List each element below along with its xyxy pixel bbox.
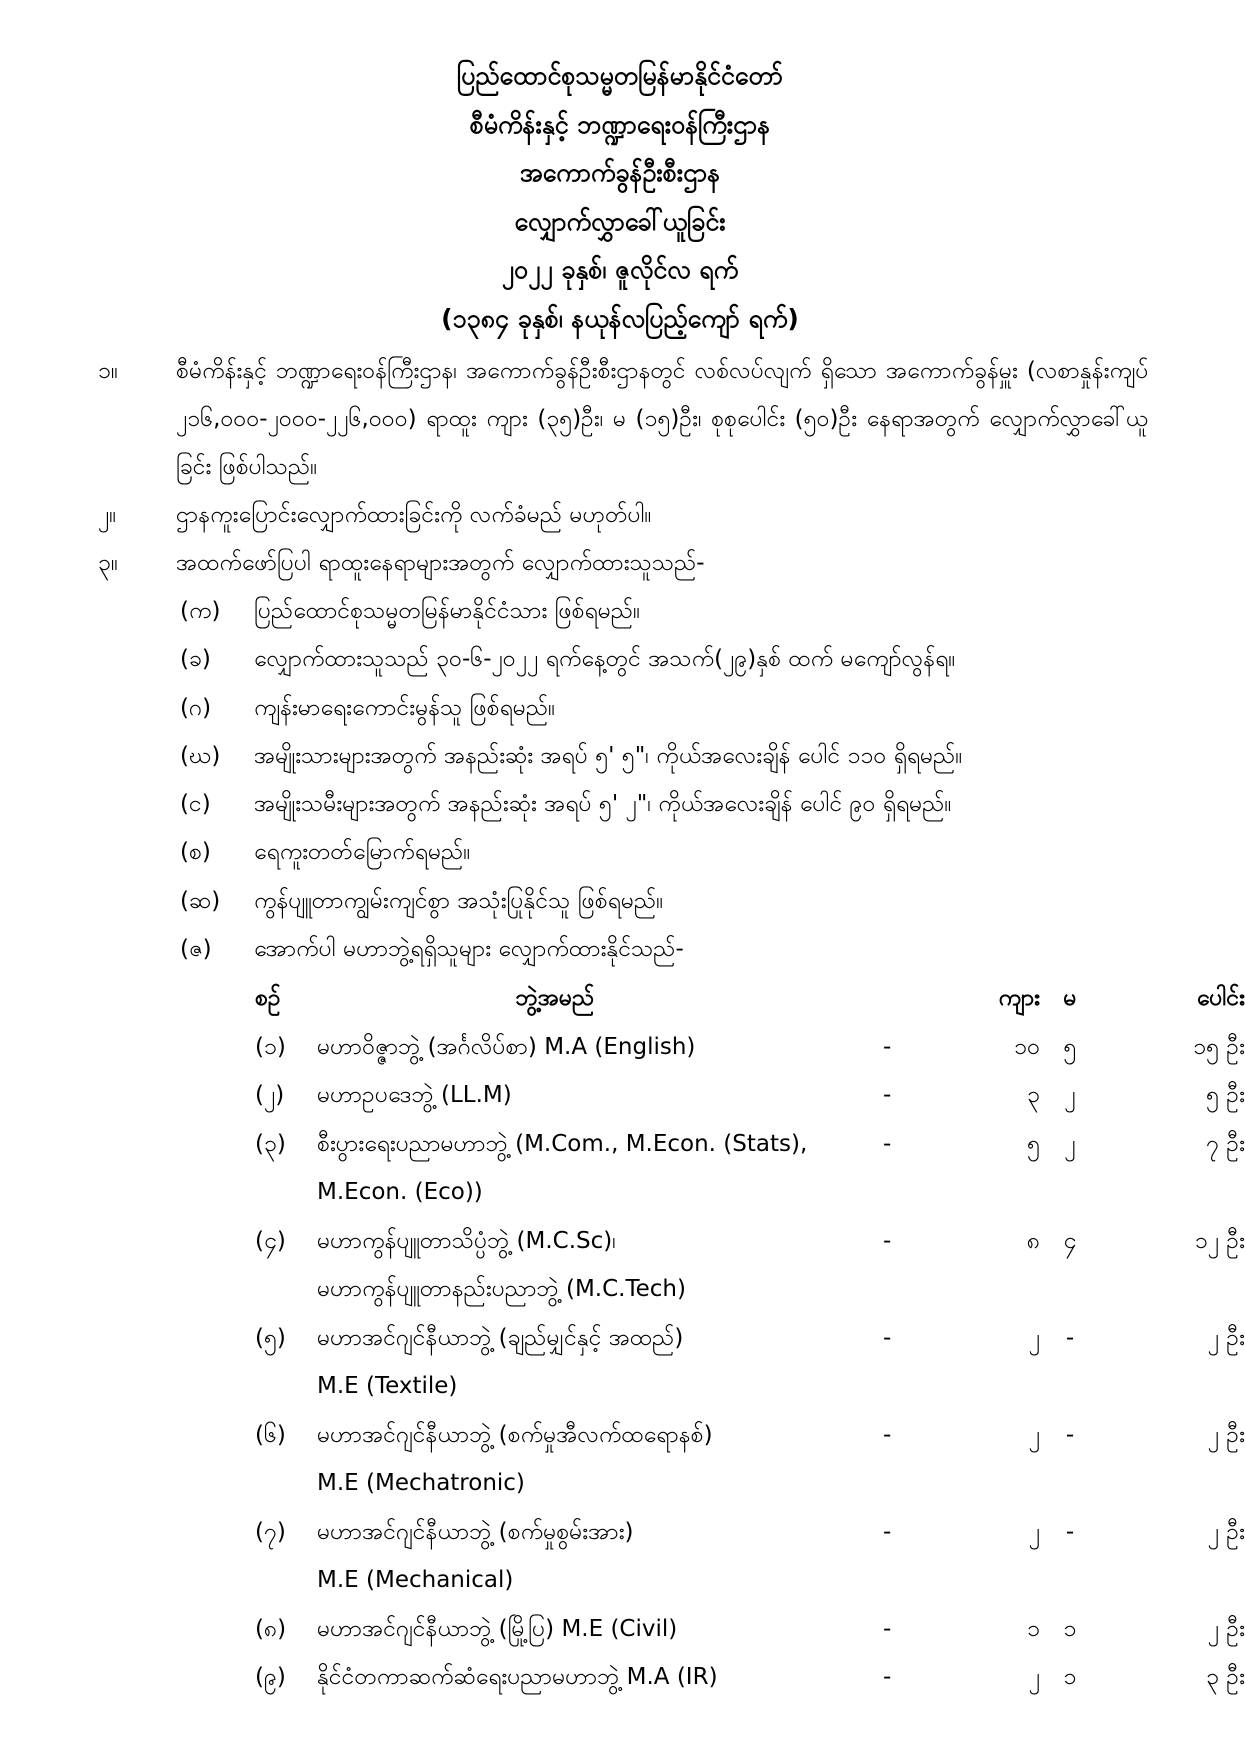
row-no: (၂)	[255, 1082, 285, 1108]
row-female: ၁	[1063, 1615, 1077, 1642]
row-female: ၂	[1064, 1082, 1076, 1108]
department-title: အကောက်ခွန်ဦးစီးဌာန	[519, 158, 721, 187]
table-row-continuation	[255, 1459, 1155, 1508]
row-dash: -	[883, 1130, 892, 1157]
condition-item	[98, 587, 1148, 635]
row-no: (၆)	[255, 1421, 286, 1448]
condition-text: ရေကူးတတ်မြောက်ရမည်။	[254, 839, 471, 866]
condition-item	[98, 877, 1148, 925]
announcement-title: လျှောက်လွှာခေါ်ယူခြင်း	[514, 206, 726, 236]
table-row	[255, 1120, 1245, 1169]
condition-label: (က)	[180, 598, 221, 624]
table-row	[255, 1314, 1245, 1363]
row-degree: မဟာအင်ဂျင်နီယာဘွဲ့ (ချည်မျှင်နှင့် အထည်)	[317, 1324, 684, 1351]
row-female: ၂	[1064, 1130, 1076, 1157]
condition-text: အမျိုးသမီးများအတွက် အနည်းဆုံး အရပ် ၅' ၂"၊ ကိုယ်အလေးချိန် ပေါင် ၉၀ ရှိရမည်။	[254, 791, 952, 818]
row-degree: မဟာဥပဒေဘွဲ့ (LL.M)	[317, 1082, 512, 1108]
table-row	[255, 1217, 1245, 1266]
announcement-body	[98, 347, 1148, 973]
row-dash: -	[883, 1033, 892, 1060]
condition-label: (ဇ)	[180, 936, 212, 963]
condition-text: အောက်ပါ မဟာဘွဲ့ရရှိသူများ လျှောက်ထားနိုင်သည်-	[254, 936, 684, 963]
row-total: ၂ ဦး	[1207, 1615, 1245, 1642]
table-row-continuation	[255, 1556, 1155, 1605]
row-dash: -	[883, 1615, 892, 1642]
row-female: ၅	[1063, 1033, 1077, 1060]
row-no: (၁)	[255, 1033, 286, 1060]
row-dash: -	[883, 1664, 892, 1690]
row-no: (၇)	[255, 1518, 286, 1545]
row-total: ၂ ဦး	[1207, 1324, 1245, 1351]
paragraph-number: ၁။	[98, 358, 118, 384]
table-row	[255, 1508, 1245, 1557]
ministry-title: စီမံကိန်းနှင့် ဘဏ္ဍာရေးဝန်ကြီးဌာန	[469, 109, 771, 139]
row-total: ၅ ဦး	[1206, 1082, 1245, 1108]
condition-item	[98, 925, 1148, 973]
row-degree: မဟာအင်ဂျင်နီယာဘွဲ့ (စက်မှုစွမ်းအား)	[317, 1518, 634, 1545]
row-no: (၈)	[255, 1615, 287, 1642]
condition-label: (စ)	[180, 839, 211, 866]
header-female: မ	[1063, 985, 1077, 1011]
row-degree-cont: မဟာကွန်ပျူတာနည်းပညာဘွဲ့ (M.C.Tech)	[317, 1276, 686, 1302]
row-female: ၄	[1063, 1227, 1077, 1254]
table-header-row	[255, 974, 1245, 1023]
row-female: -	[1065, 1518, 1075, 1545]
row-dash: -	[883, 1421, 892, 1448]
row-dash: -	[883, 1518, 892, 1545]
myanmar-date-line: (၁၃၈၄ ခုနှစ်၊ နယုန်လပြည့်ကျော် ရက်)	[441, 303, 799, 333]
header-total: ပေါင်း	[1196, 985, 1245, 1011]
paragraph-text: ဌာနကူးပြောင်းလျှောက်ထားခြင်းကို လက်ခံမည် မဟုတ်ပါ။	[176, 502, 652, 528]
paragraph-text: အထက်ဖော်ပြပါ ရာထူးနေရာများအတွက် လျှောက်ထားသူသည်-	[176, 550, 705, 576]
row-degree: မဟာကွန်ပျူတာသိပ္ပံဘွဲ့ (M.C.Sc)၊	[317, 1227, 616, 1254]
row-female: -	[1065, 1421, 1075, 1448]
row-female: ၁	[1063, 1664, 1077, 1690]
row-total: ၁၂ ဦး	[1194, 1227, 1245, 1254]
condition-text: ကွန်ပျူတာကျွမ်းကျင်စွာ အသုံးပြုနိုင်သူ ဖြစ်ရမည်။	[254, 887, 664, 914]
condition-label: (ဂ)	[180, 694, 212, 721]
row-degree-cont: M.Econ. (Eco))	[317, 1179, 483, 1205]
row-no: (၉)	[255, 1664, 286, 1690]
row-dash: -	[883, 1324, 892, 1351]
condition-text: ပြည်ထောင်စုသမ္မတမြန်မာနိုင်ငံသား ဖြစ်ရမည်။	[254, 598, 641, 624]
row-dash: -	[883, 1227, 892, 1254]
document-header	[0, 52, 1240, 343]
row-total: ၃ ဦး	[1206, 1664, 1245, 1690]
date-line: ၂၀၂၂ ခုနှစ်၊ ဇူလိုင်လ ရက်	[501, 255, 739, 284]
row-dash: -	[883, 1082, 892, 1108]
row-degree-cont: M.E (Textile)	[317, 1373, 458, 1399]
table-row	[255, 1071, 1245, 1120]
condition-item	[98, 732, 1148, 780]
table-row	[255, 1411, 1245, 1460]
paragraph	[98, 491, 1148, 539]
header-male: ကျား	[998, 985, 1040, 1011]
condition-label: (ခ)	[180, 646, 211, 673]
row-male: ၂	[1028, 1664, 1040, 1690]
row-total: ၂ ဦး	[1207, 1421, 1245, 1448]
row-no: (၅)	[255, 1324, 286, 1351]
row-degree-cont: M.E (Mechatronic)	[317, 1470, 525, 1496]
paragraph	[98, 347, 1148, 491]
row-male: ၂	[1028, 1421, 1040, 1448]
row-no: (၄)	[255, 1227, 286, 1254]
condition-item	[98, 828, 1148, 876]
header-no: စဉ်	[255, 985, 281, 1011]
paragraph-number: ၃။	[98, 550, 118, 576]
row-degree: မဟာဝိဇ္ဇာဘွဲ့ (အင်္ဂလိပ်စာ) M.A (English)	[317, 1033, 696, 1060]
row-male: ၈	[1026, 1227, 1040, 1254]
row-total: ၂ ဦး	[1207, 1518, 1245, 1545]
row-degree: မဟာအင်ဂျင်နီယာဘွဲ့ (စက်မှုအီလက်ထရောနစ်)	[317, 1421, 713, 1448]
table-row-continuation	[255, 1362, 1155, 1411]
condition-item	[98, 684, 1148, 732]
condition-item	[98, 635, 1148, 683]
condition-text: ကျန်းမာရေးကောင်းမွန်သူ ဖြစ်ရမည်။	[254, 694, 556, 721]
row-male: ၁၀	[1014, 1033, 1040, 1060]
paragraph-number: ၂။	[98, 502, 117, 528]
table-row	[255, 1653, 1245, 1702]
row-male: ၁	[1027, 1615, 1040, 1642]
table-row-continuation	[255, 1265, 1155, 1314]
row-degree: နိုင်ငံတကာဆက်ဆံရေးပညာမဟာဘွဲ့ M.A (IR)	[317, 1664, 718, 1690]
header-name: ဘွဲ့အမည်	[515, 985, 595, 1011]
condition-label: (ဃ)	[180, 742, 221, 769]
row-male: ၂	[1028, 1324, 1040, 1351]
condition-text: လျှောက်ထားသူသည် ၃၀-၆-၂၀၂၂ ရက်နေ့တွင် အသက်(၂၉)နှစ် ထက် မကျော်လွန်ရ။	[254, 646, 956, 673]
row-male: ၂	[1028, 1518, 1040, 1545]
row-no: (၃)	[255, 1130, 286, 1157]
table-row	[255, 1605, 1245, 1654]
condition-text: အမျိုးသားများအတွက် အနည်းဆုံး အရပ် ၅' ၅"၊ ကိုယ်အလေးချိန် ပေါင် ၁၁၀ ရှိရမည်။	[254, 742, 963, 769]
degree-table	[255, 974, 1245, 1702]
row-male: ၅	[1027, 1130, 1040, 1157]
country-title: ပြည်ထောင်စုသမ္မတမြန်မာနိုင်ငံတော်	[456, 61, 784, 90]
table-row	[255, 1023, 1245, 1072]
paragraph-text: စီမံကိန်းနှင့် ဘဏ္ဍာရေးဝန်ကြီးဌာန၊ အကောက်ခွန်ဦးစီးဌာနတွင် လစ်လပ်လျက် ရှိသော အကောက်ခွန်မှူး (လစာနှုန်းကျပ် ၂၁၆,၀၀၀-၂၀၀၀-၂၂၆,၀၀၀) ရာထူး ကျား (၃၅)ဦး၊ မ (၁၅)ဦး၊ စုစုပေါင်း (၅၀)ဦး နေရာအတွက် လျှောက်လွှာခေါ်ယူခြင်း ဖြစ်ပါသည်။	[176, 358, 1148, 480]
row-total: ၁၅ ဦး	[1193, 1033, 1245, 1060]
row-female: -	[1065, 1324, 1075, 1351]
condition-label: (ဆ)	[180, 887, 221, 914]
paragraph	[98, 539, 1148, 587]
condition-label: (င)	[180, 791, 211, 818]
table-row-continuation	[255, 1168, 1155, 1217]
row-degree-cont: M.E (Mechanical)	[317, 1567, 514, 1593]
row-male: ၃	[1027, 1082, 1040, 1108]
row-degree: စီးပွားရေးပညာမဟာဘွဲ့ (M.Com., M.Econ. (Stats),	[317, 1130, 808, 1157]
row-total: ၇ ဦး	[1206, 1130, 1245, 1157]
row-degree: မဟာအင်ဂျင်နီယာဘွဲ့ (မြို့ပြ) M.E (Civil)	[317, 1615, 678, 1642]
condition-item	[98, 780, 1148, 828]
